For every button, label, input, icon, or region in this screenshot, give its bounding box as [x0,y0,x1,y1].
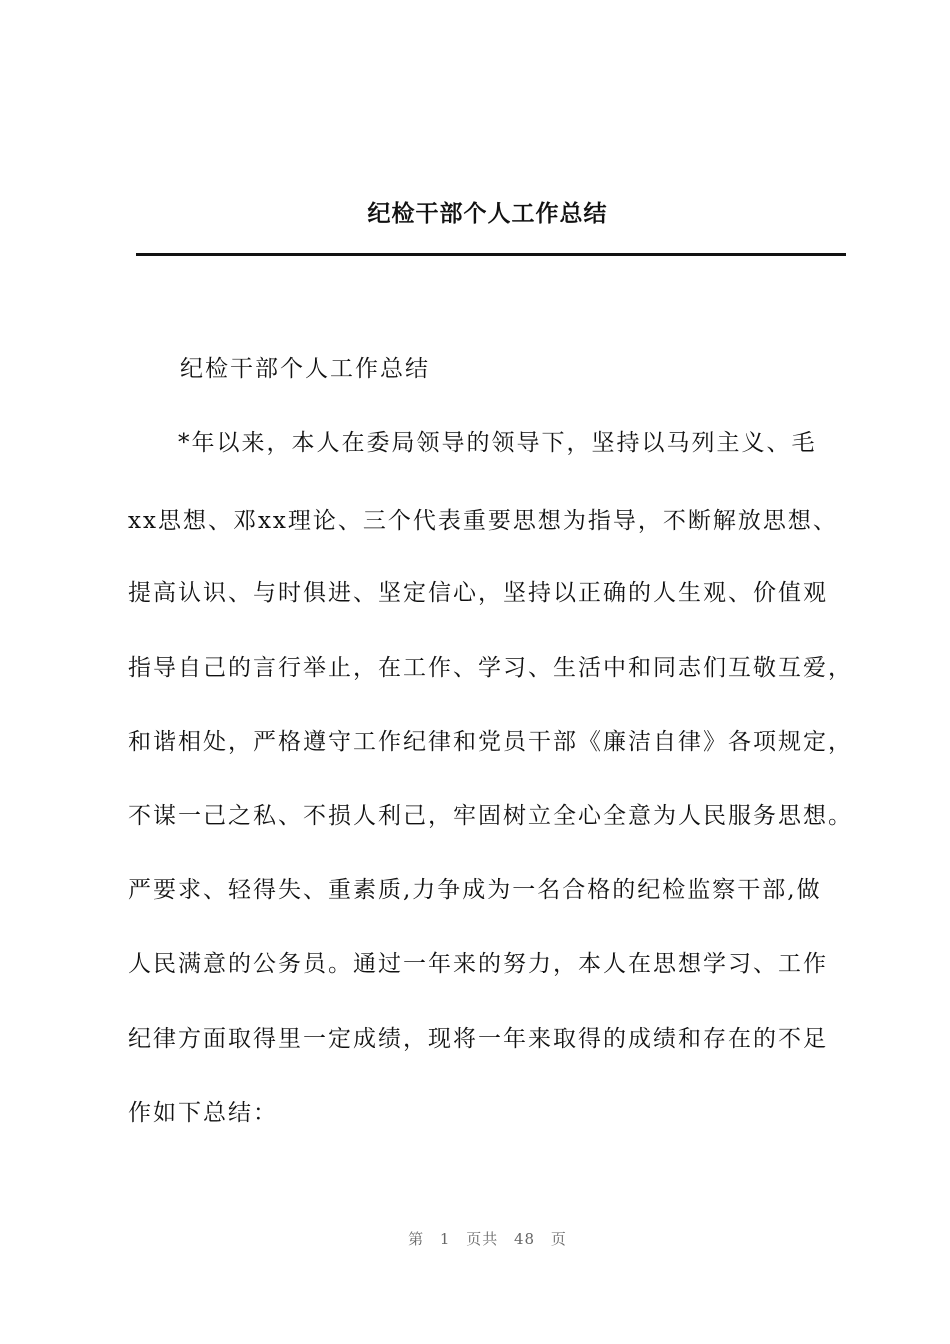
body-line: 不谋一己之私、不损人利己，牢固树立全心全意为人民服务思想。 [128,803,853,829]
body-heading: 纪检干部个人工作总结 [180,356,430,382]
body-line: 人民满意的公务员。通过一年来的努力，本人在思想学习、工作 [128,951,828,977]
body-line: 提高认识、与时俱进、坚定信心，坚持以正确的人生观、价值观 [128,580,828,606]
body-line: 和谐相处，严格遵守工作纪律和党员干部《廉洁自律》各项规定， [128,729,853,755]
body-line: 指导自己的言行举止，在工作、学习、生活中和同志们互敬互爱， [128,655,853,681]
page-number: 第 1 页共 48 页 [408,1230,567,1248]
document-title: 纪检干部个人工作总结 [367,200,608,227]
body-line: 作如下总结： [128,1100,278,1126]
title-divider [136,253,846,256]
body-line: 严要求、轻得失、重素质,力争成为一名合格的纪检监察干部,做 [128,877,822,903]
body-line: *年以来，本人在委局领导的领导下，坚持以马列主义、毛 [178,430,817,456]
body-line: 纪律方面取得里一定成绩，现将一年来取得的成绩和存在的不足 [128,1026,828,1052]
body-line: xx思想、邓xx理论、三个代表重要思想为指导，不断解放思想、 [128,508,838,534]
